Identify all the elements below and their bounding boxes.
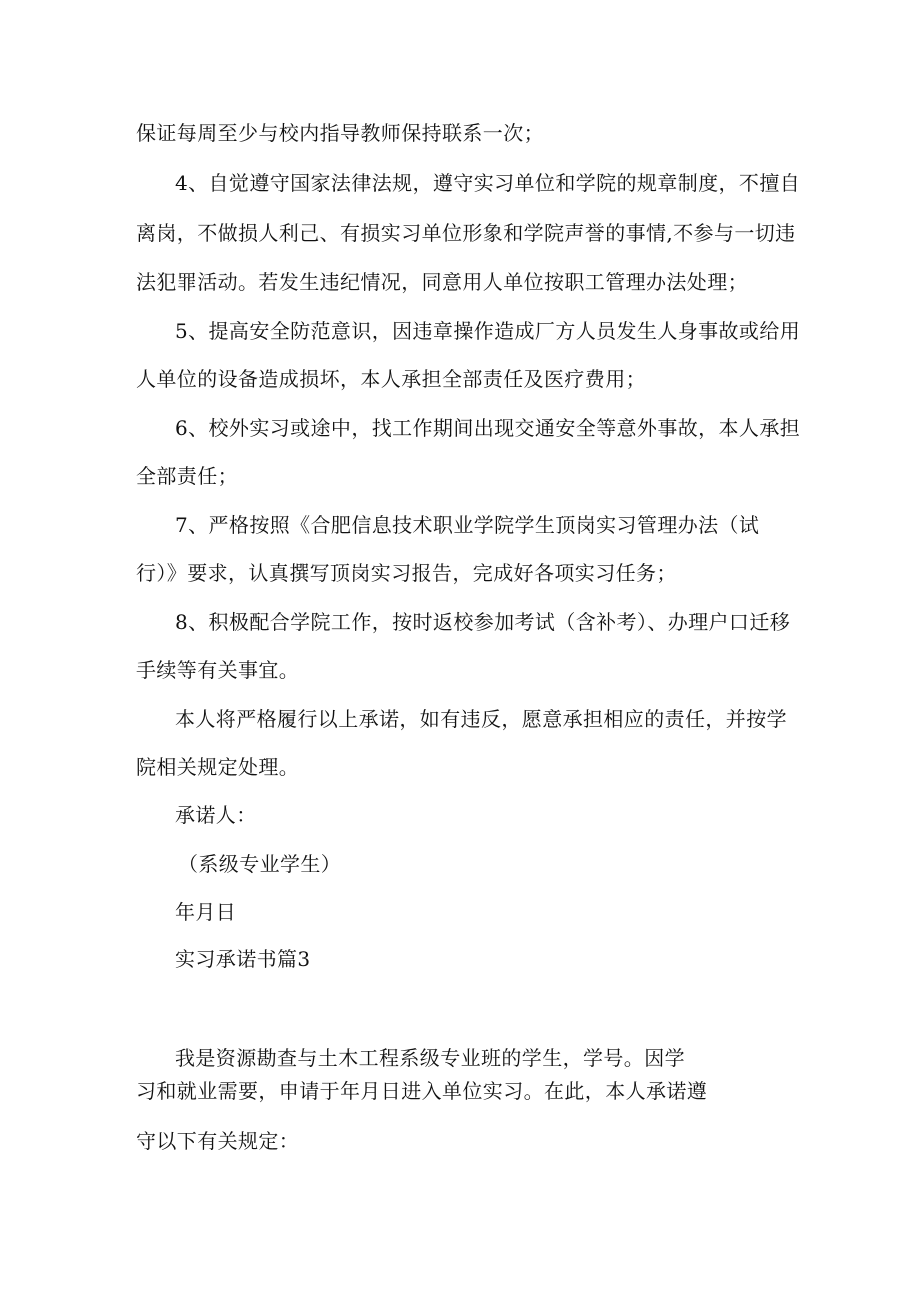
text-line: 习和就业需要，申请于年月日进入单位实习。在此，本人承诺遵 bbox=[136, 1079, 708, 1103]
text-line: 手续等有关事宜。 bbox=[136, 658, 300, 682]
signer-label: 承诺人： bbox=[175, 803, 257, 827]
text-line: 4、自觉遵守国家法律法规，遵守实习单位和学院的规章制度，不擅自 bbox=[175, 171, 801, 195]
section-title: 实习承诺书篇3 bbox=[175, 947, 311, 971]
signer-role: （系级专业学生） bbox=[178, 852, 342, 876]
text-line: 人单位的设备造成损坏，本人承担全部责任及医疗费用； bbox=[136, 367, 646, 391]
text-line: 法犯罪活动。若发生违纪情况，同意用人单位按职工管理办法处理； bbox=[136, 270, 748, 294]
text-line: 保证每周至少与校内指导教师保持联系一次； bbox=[136, 121, 544, 145]
text-line: 全部责任； bbox=[136, 464, 238, 488]
text-line: 6、校外实习或途中，找工作期间出现交通安全等意外事故，本人承担 bbox=[175, 416, 801, 440]
text-line: 8、积极配合学院工作，按时返校参加考试（含补考）、办理户口迁移 bbox=[175, 610, 791, 634]
text-line: 守以下有关规定： bbox=[136, 1129, 300, 1153]
text-line: 离岗，不做损人利己、有损实习单位形象和学院声誉的事情,不参与一切违 bbox=[136, 221, 796, 245]
text-line: 本人将严格履行以上承诺，如有违反，愿意承担相应的责任，并按学 bbox=[175, 707, 787, 731]
date-placeholder: 年月日 bbox=[175, 900, 237, 924]
text-line: 行）》要求，认真撰写顶岗实习报告，完成好各项实习任务； bbox=[136, 561, 677, 585]
text-line: 5、提高安全防范意识，因违章操作造成厂方人员发生人身事故或给用 bbox=[175, 319, 801, 343]
text-line: 7、严格按照《合肥信息技术职业学院学生顶岗实习管理办法（试 bbox=[175, 513, 760, 537]
text-line: 我是资源勘查与土木工程系级专业班的学生，学号。因学 bbox=[175, 1046, 685, 1070]
text-line: 院相关规定处理。 bbox=[136, 755, 300, 779]
